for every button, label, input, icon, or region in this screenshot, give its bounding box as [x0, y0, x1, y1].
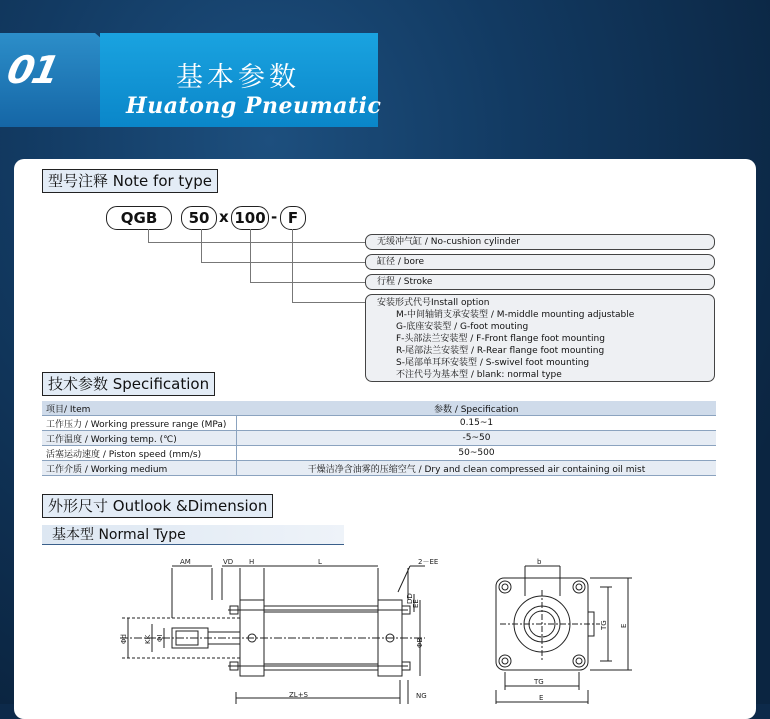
- note-stroke: 行程 / Stroke: [365, 274, 715, 290]
- dim-label-b: b: [537, 558, 542, 566]
- install-item-m: M-中间轴销支承安装型 / M-middle mounting adjustable: [396, 310, 635, 320]
- install-item-s: S-尾部单耳环安装型 / S-swivel foot mounting: [396, 358, 590, 368]
- dim-label-h: H: [249, 558, 255, 566]
- code-separator-dash: -: [271, 208, 278, 226]
- table-row: [42, 416, 716, 431]
- dim-label-oi: ΦI: [156, 634, 164, 642]
- dim-label-tg-side: TG: [600, 620, 608, 630]
- spec-key: 活塞运动速度 / Piston speed (mm/s): [42, 446, 237, 461]
- spec-header-item: 项目/ Item: [42, 401, 237, 416]
- code-bore: 50: [181, 206, 217, 230]
- connector-line: [148, 229, 149, 243]
- table-row: [42, 461, 716, 476]
- dim-label-vd: VD: [223, 558, 234, 566]
- spec-key: 工作温度 / Working temp. (℃): [42, 431, 237, 446]
- table-row: [42, 446, 716, 461]
- connector-line: [292, 302, 366, 303]
- spec-key: 工作压力 / Working pressure range (MPa): [42, 416, 237, 431]
- connector-line: [250, 282, 366, 283]
- code-stroke: 100: [231, 206, 269, 230]
- install-option-title: 安装形式代号Install option: [377, 298, 490, 308]
- connector-line: [292, 229, 293, 303]
- dim-label-zl: ZL+S: [289, 691, 309, 699]
- normal-type-subtitle: 基本型 Normal Type: [42, 525, 344, 545]
- code-series: QGB: [106, 206, 172, 230]
- dim-label-kk: KK: [144, 634, 152, 644]
- spec-table: [42, 401, 716, 476]
- install-item-blank: 不注代号为基本型 / blank: normal type: [396, 370, 562, 380]
- connector-line: [201, 229, 202, 263]
- dim-label-e-side: E: [620, 623, 628, 628]
- dim-label-dd: DD: [406, 593, 414, 604]
- dim-label-am: AM: [180, 558, 191, 566]
- dim-label-od: Φd: [120, 634, 128, 644]
- section-number: 01: [3, 48, 62, 92]
- dim-label-ee-side: EE: [412, 599, 420, 608]
- dim-label-ee: 2－EE: [418, 558, 439, 566]
- dimension-drawing: [0, 550, 770, 704]
- code-option: F: [280, 206, 306, 230]
- spec-value: 干燥洁净含油雾的压缩空气 / Dry and clean compressed air containing oil mist: [237, 461, 717, 476]
- note-install-option: [365, 294, 715, 382]
- spec-key: 工作介质 / Working medium: [42, 461, 237, 476]
- dimension-section-title: 外形尺寸 Outlook &Dimension: [42, 494, 273, 518]
- spec-value: -5~50: [237, 431, 717, 446]
- code-separator-x: x: [219, 208, 229, 226]
- dim-label-e-bottom: E: [539, 694, 544, 702]
- note-no-cushion: 无缓冲气缸 / No-cushion cylinder: [365, 234, 715, 250]
- spec-section-title: 技术参数 Specification: [42, 372, 215, 396]
- spec-header-value: 参数 / Specification: [237, 401, 717, 416]
- connector-line: [250, 229, 251, 283]
- note-bore: 缸径 / bore: [365, 254, 715, 270]
- connector-line: [148, 242, 366, 243]
- install-item-g: G-底座安装型 / G-foot mouting: [396, 322, 529, 332]
- header-title-cn: 基本参数: [176, 62, 300, 93]
- note-section-title: 型号注释 Note for type: [42, 169, 218, 193]
- table-row: [42, 431, 716, 446]
- dim-label-l: L: [318, 558, 322, 566]
- install-item-f: F-头部法兰安装型 / F-Front flange foot mounting: [396, 334, 605, 344]
- spec-value: 50~500: [237, 446, 717, 461]
- spec-value: 0.15~1: [237, 416, 717, 431]
- install-item-r: R-尾部法兰安装型 / R-Rear flange foot mounting: [396, 346, 605, 356]
- dim-label-ob: ΦB: [416, 637, 424, 648]
- dim-label-tg-bottom: TG: [534, 678, 544, 686]
- header-title-en: Huatong Pneumatic: [126, 93, 382, 119]
- dim-label-ng: NG: [416, 692, 427, 700]
- connector-line: [201, 262, 366, 263]
- spec-header-row: [42, 401, 716, 416]
